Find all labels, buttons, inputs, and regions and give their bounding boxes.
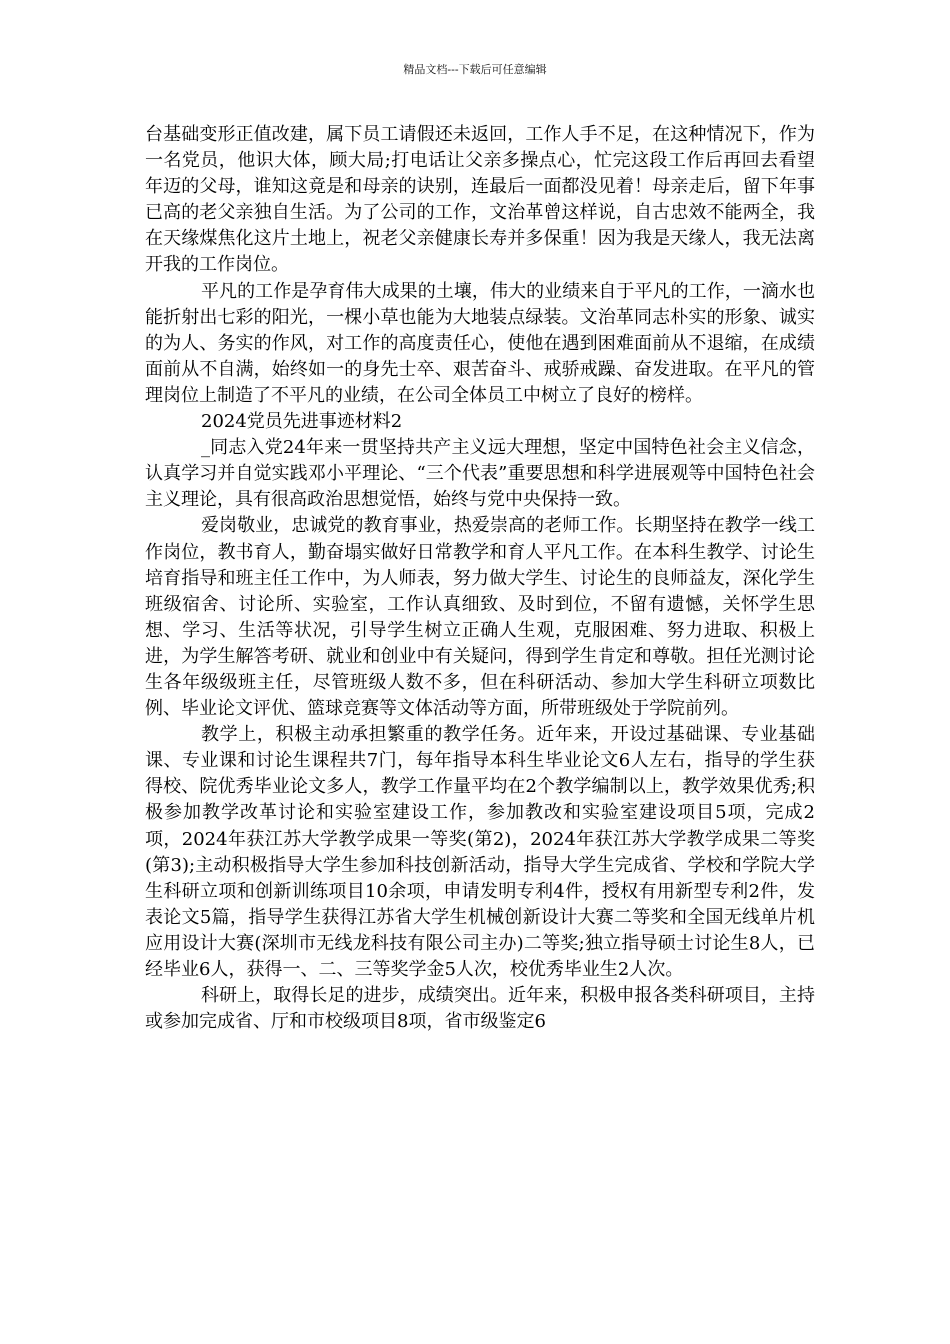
paragraph-4: 爱岗敬业，忠诚党的教育事业，热爱崇高的老师工作。长期坚持在教学一线工作岗位，教书育人，勤奋塌实做好日常教学和育人平凡工作。在本科生教学、讨论生培育指导和班主任工作中，为人师表，努力做大学生、讨论生的良师益友，深化学生班级宿舍、讨论所、实验室，工作认真细致、及时到位，不留有遗憾，关怀学生思想、学习、生活等状况，引导学生树立正确人生观，克服困难、努力进取、积极上进，为学生解答考研、就业和创业中有关疑问，得到学生肯定和尊敬。担任光测讨论生各年级级班主任，尽管班级人数不多，但在科研活动、参加大学生科研立项数比例、毕业论文评优、篮球竞赛等文体活动等方面，所带班级处于学院前列。 — [145, 515, 815, 720]
paragraph-5: 教学上，积极主动承担繁重的教学任务。近年来，开设过基础课、专业基础课、专业课和讨论生课程共7门，每年指导本科生毕业论文6人左右，指导的学生获得校、院优秀毕业论文多人，教学工作量平均在2个教学编制以上，教学效果优秀;积极参加教学改革讨论和实验室建设工作，参加教改和实验室建设项目5项，完成2项，2024年获江苏大学教学成果一等奖(第2)，2024年获江苏大学教学成果二等奖(第3);主动积极指导大学生参加科技创新活动，指导大学生完成省、学校和学院大学生科研立项和创新训练项目10余项，申请发明专利4件，授权有用新型专利2件，发表论文5篇，指导学生获得江苏省大学生机械创新设计大赛二等奖和全国无线单片机应用设计大赛(深圳市无线龙科技有限公司主办)二等奖;独立指导硕士讨论生8人，已经毕业6人，获得一、二、三等奖学金5人次，校优秀毕业生2人次。 — [145, 724, 815, 980]
paragraph-6: 科研上，取得长足的进步，成绩突出。近年来，积极申报各类科研项目，主持或参加完成省、厅和市校级项目8项，省市级鉴定6 — [145, 985, 815, 1033]
paragraph-3: _同志入党24年来一贯坚持共产主义远大理想，坚定中国特色社会主义信念，认真学习并自觉实践邓小平理论、“三个代表”重要思想和科学进展观等中国特色社会主义理论，具有很高政治思想觉悟，始终与党中央保持一致。 — [145, 437, 815, 511]
document-body — [145, 122, 815, 1035]
paragraph-1: 台基础变形正值改建，属下员工请假还未返回，工作人手不足，在这种情况下，作为一名党员，他识大体，顾大局;打电话让父亲多操点心，忙完这段工作后再回去看望年迈的父母，谁知这竟是和母亲的诀别，连最后一面都没见着！母亲走后，留下年事已高的老父亲独自生活。为了公司的工作，文治革曾这样说，自古忠效不能两全，我在天缘煤焦化这片土地上，祝老父亲健康长寿并多保重！因为我是天缘人，我无法离开我的工作岗位。 — [145, 124, 815, 276]
section-heading: 2024党员先进事迹材料2 — [201, 411, 403, 433]
paragraph-2: 平凡的工作是孕育伟大成果的土壤，伟大的业绩来自于平凡的工作，一滴水也能折射出七彩的阳光，一棵小草也能为大地装点绿装。文治革同志朴实的形象、诚实的为人、务实的作风，对工作的高度责任心，使他在遇到困难面前从不退缩，在成绩面前从不自满，始终如一的身先士卒、艰苦奋斗、戒骄戒躁、奋发进取。在平凡的管理岗位上制造了不平凡的业绩，在公司全体员工中树立了良好的榜样。 — [145, 280, 815, 406]
page-header: 精品文档---下载后可任意编辑 — [403, 63, 547, 76]
